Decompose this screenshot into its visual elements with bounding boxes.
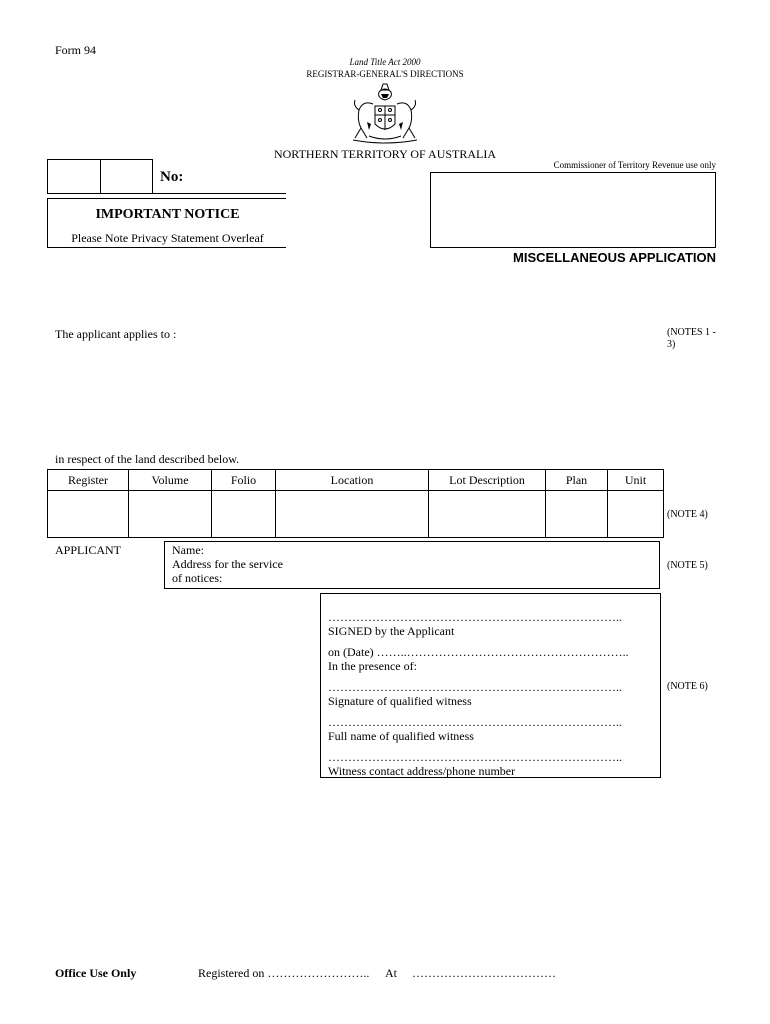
lot-description-cell[interactable] [429,491,546,538]
plan-cell[interactable] [546,491,608,538]
col-folio: Folio [212,470,276,491]
number-box-2[interactable] [100,159,153,194]
presence-label: In the presence of: [328,659,417,673]
revenue-box-label: Commissioner of Territory Revenue use only [553,160,716,170]
witness-contact-line[interactable]: ……………………………………………………………….. [328,750,622,764]
witness-contact-label: Witness contact address/phone number [328,764,516,778]
number-label: No: [160,169,184,185]
col-location: Location [276,470,429,491]
coat-of-arms-icon [345,80,425,146]
signing-box [320,593,661,778]
notice-title: IMPORTANT NOTICE [95,207,240,222]
territory-title: NORTHERN TERRITORY OF AUSTRALIA [273,147,497,161]
witness-signature-line[interactable]: ……………………………………………………………….. [328,680,622,694]
signed-by-label: SIGNED by the Applicant [328,624,455,638]
important-notice-box [47,198,286,248]
at-field[interactable]: ……………………………… [412,966,556,980]
notice-text: Please Note Privacy Statement Overleaf [71,231,264,245]
revenue-use-box [430,172,716,248]
land-table-row [48,491,664,538]
applicant-note: (NOTE 5) [667,560,708,571]
col-unit: Unit [608,470,664,491]
number-box-1[interactable] [47,159,101,194]
signing-note: (NOTE 6) [667,681,708,692]
form-title: MISCELLANEOUS APPLICATION [513,250,716,265]
land-note: (NOTE 4) [667,509,708,520]
land-intro: in respect of the land described below. [55,452,240,466]
col-register: Register [48,470,129,491]
unit-cell[interactable] [608,491,664,538]
applicant-signature-line[interactable]: ……………………………………………………………….. [328,610,622,624]
applies-to-label: The applicant applies to : [55,327,177,341]
land-table-header [48,470,664,491]
registered-on[interactable]: Registered on …………………….. [198,966,370,980]
applicant-address-label-2: of notices: [172,571,223,585]
directions-title: REGISTRAR-GENERAL'S DIRECTIONS [306,69,464,79]
land-table [47,469,664,538]
col-plan: Plan [546,470,608,491]
at-label: At [385,966,397,980]
date-line[interactable]: on (Date) ……..……………………………………………….. [328,645,629,659]
volume-cell[interactable] [129,491,212,538]
office-use-label: Office Use Only [55,966,137,980]
number-underline [153,193,286,194]
witness-signature-label: Signature of qualified witness [328,694,472,708]
witness-name-label: Full name of qualified witness [328,729,474,743]
applicant-address-label: Address for the service [172,557,283,571]
applicant-name-label: Name: [172,543,204,557]
folio-cell[interactable] [212,491,276,538]
form-number: Form 94 [55,43,97,57]
col-lot-description: Lot Description [429,470,546,491]
act-title: Land Title Act 2000 [349,57,421,67]
applies-to-field[interactable] [55,345,655,445]
register-cell[interactable] [48,491,129,538]
location-cell[interactable] [276,491,429,538]
applies-to-note: (NOTES 1 - 3) [667,327,716,350]
witness-name-line[interactable]: ……………………………………………………………….. [328,715,622,729]
col-volume: Volume [129,470,212,491]
applicant-label: APPLICANT [55,543,122,557]
applicant-box[interactable] [164,541,660,589]
